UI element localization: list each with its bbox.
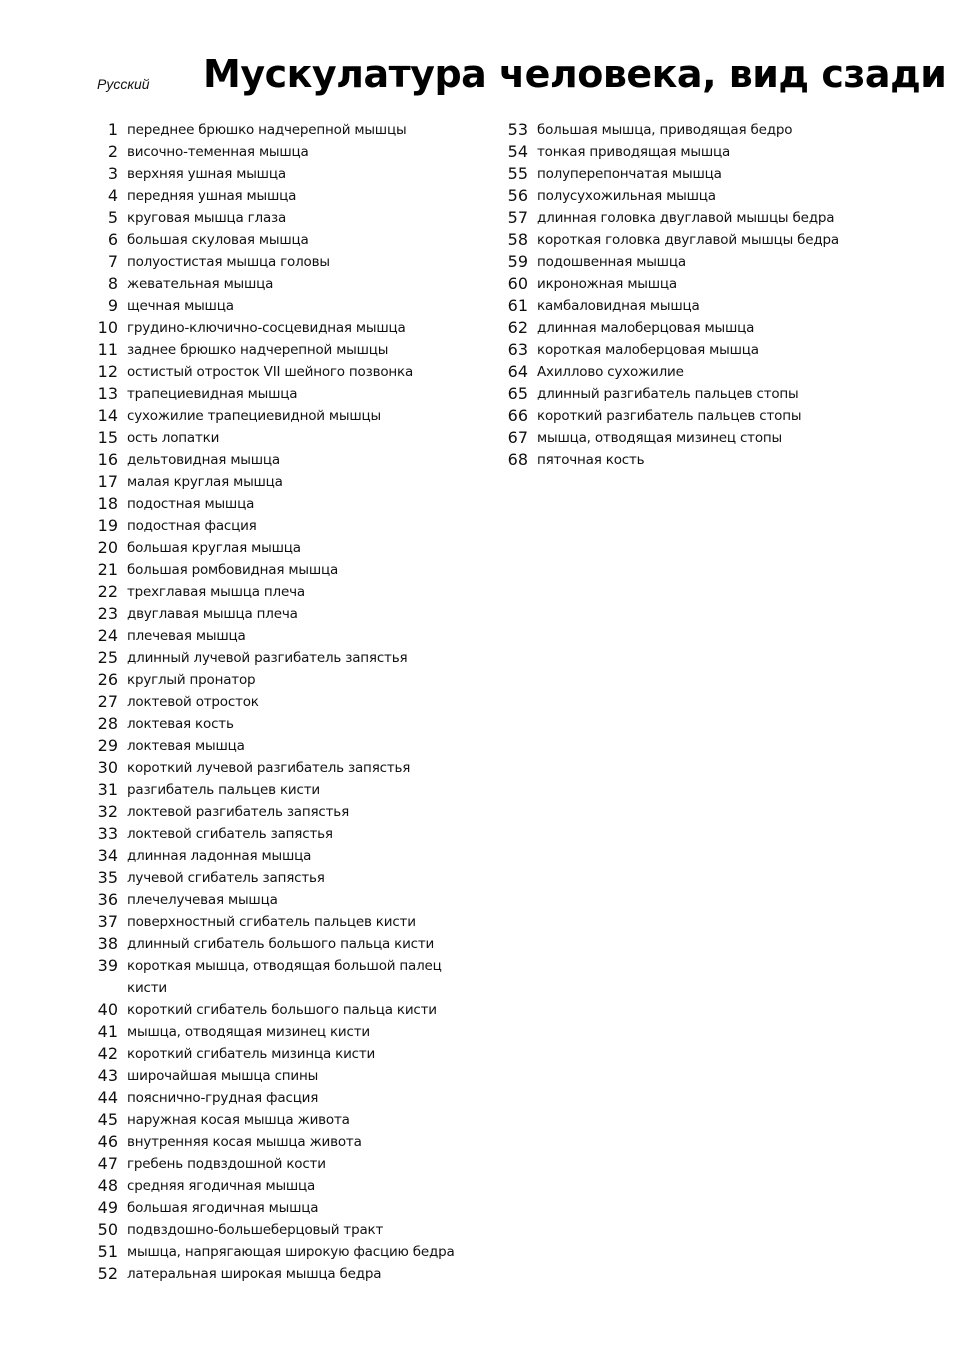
legend-item-number: 23 — [97, 604, 118, 623]
legend-item-number: 6 — [107, 230, 118, 249]
legend-item-label: локтевой разгибатель запястья — [127, 804, 349, 820]
legend-item-number: 21 — [97, 560, 118, 579]
legend-item-number: 39 — [97, 956, 118, 975]
legend-item-number: 42 — [97, 1044, 118, 1063]
legend-item-label: полуостистая мышца головы — [127, 254, 330, 270]
legend-item-number: 55 — [507, 164, 528, 183]
legend-item-label: двуглавая мышца плеча — [127, 606, 298, 622]
legend-item — [90, 647, 490, 669]
legend-item — [500, 273, 920, 295]
legend-item-label: большая мышца, приводящая бедро — [537, 122, 793, 138]
legend-item-number: 3 — [107, 164, 118, 183]
legend-item-number: 62 — [507, 318, 528, 337]
legend-item-label: наружная косая мышца живота — [127, 1112, 350, 1128]
legend-item — [90, 405, 490, 427]
legend-item-label: дельтовидная мышца — [127, 452, 280, 468]
legend-item — [90, 537, 490, 559]
legend-item-label: подостная мышца — [127, 496, 255, 512]
legend-item-number: 65 — [507, 384, 528, 403]
legend-item — [90, 735, 490, 757]
legend-item — [500, 251, 920, 273]
legend-item-label: остистый отросток VII шейного позвонка — [127, 364, 414, 380]
legend-item-number: 40 — [97, 1000, 118, 1019]
legend-item-number: 57 — [507, 208, 528, 227]
legend-item-number: 34 — [97, 846, 118, 865]
legend-item-label: заднее брюшко надчерепной мышцы — [127, 342, 389, 358]
legend-item — [90, 933, 490, 955]
legend-item — [90, 273, 490, 295]
legend-item-number: 24 — [97, 626, 118, 645]
legend-item — [90, 713, 490, 735]
legend-item-label: грудино-ключично-сосцевидная мышца — [127, 320, 406, 336]
legend-item — [90, 823, 490, 845]
legend-item — [500, 229, 920, 251]
legend-item — [90, 669, 490, 691]
legend-item-label: плечевая мышца — [127, 628, 246, 644]
legend-item-label: короткий разгибатель пальцев стопы — [537, 408, 802, 424]
legend-item — [90, 867, 490, 889]
legend-item-label: подвздошно-большеберцовый тракт — [127, 1222, 384, 1238]
legend-item — [90, 339, 490, 361]
legend-item-label: щечная мышца — [127, 298, 234, 314]
legend-item — [90, 1263, 490, 1285]
legend-item-label: сухожилие трапециевидной мышцы — [127, 408, 381, 424]
legend-item — [90, 141, 490, 163]
legend-item-label: тонкая приводящая мышца — [537, 144, 731, 160]
legend-item — [90, 1109, 490, 1131]
legend-item-label: подошвенная мышца — [537, 254, 686, 270]
legend-item — [90, 625, 490, 647]
legend-item-number: 59 — [507, 252, 528, 271]
legend-item — [500, 361, 920, 383]
legend-item-number: 61 — [507, 296, 528, 315]
legend-item-number: 27 — [97, 692, 118, 711]
legend-item-label: короткая головка двуглавой мышцы бедра — [537, 232, 839, 248]
legend-item-label: локтевой отросток — [127, 694, 259, 710]
legend-item-label: ость лопатки — [127, 430, 220, 446]
legend-item — [500, 119, 920, 141]
legend-item-number: 22 — [97, 582, 118, 601]
legend-item — [90, 1087, 490, 1109]
legend-item-number: 68 — [507, 450, 528, 469]
legend-item-number: 12 — [97, 362, 118, 381]
legend-item-label: большая ромбовидная мышца — [127, 562, 339, 578]
legend-item-number: 28 — [97, 714, 118, 733]
legend-item-label: икроножная мышца — [537, 276, 677, 292]
legend-item-label: длинная малоберцовая мышца — [537, 320, 755, 336]
legend-item — [90, 1175, 490, 1197]
legend-item-number: 31 — [97, 780, 118, 799]
legend-item — [500, 405, 920, 427]
legend-item-label: трехглавая мышца плеча — [127, 584, 305, 600]
legend-item — [90, 757, 490, 779]
legend-item-number: 15 — [97, 428, 118, 447]
legend-item-number: 20 — [97, 538, 118, 557]
legend-item — [90, 119, 490, 141]
legend-item-label: передняя ушная мышца — [127, 188, 297, 204]
legend-item — [90, 361, 490, 383]
legend-item-number: 26 — [97, 670, 118, 689]
legend-item-number: 25 — [97, 648, 118, 667]
legend-item-number: 17 — [97, 472, 118, 491]
legend-item-label: большая круглая мышца — [127, 540, 301, 556]
legend-item — [90, 185, 490, 207]
legend-item — [90, 779, 490, 801]
legend-item-label: гребень подвздошной кости — [127, 1156, 326, 1172]
legend-item — [500, 185, 920, 207]
legend-item-number: 49 — [97, 1198, 118, 1217]
legend-item-label: длинный разгибатель пальцев стопы — [537, 386, 799, 402]
legend-item-number: 38 — [97, 934, 118, 953]
legend-item-number: 19 — [97, 516, 118, 535]
legend-item — [90, 1131, 490, 1153]
legend-item-number: 44 — [97, 1088, 118, 1107]
legend-item-number: 46 — [97, 1132, 118, 1151]
legend-item — [90, 163, 490, 185]
legend-item — [90, 383, 490, 405]
legend-item-label: малая круглая мышца — [127, 474, 283, 490]
legend-item-number: 47 — [97, 1154, 118, 1173]
legend-item — [90, 515, 490, 537]
legend-list-left — [90, 119, 490, 1285]
legend-item — [90, 1021, 490, 1043]
legend-item-label: короткая малоберцовая мышца — [537, 342, 759, 358]
legend-item — [90, 1219, 490, 1241]
legend-item-number: 8 — [107, 274, 118, 293]
legend-item — [500, 339, 920, 361]
legend-item-number: 11 — [97, 340, 118, 359]
legend-item — [90, 449, 490, 471]
legend-item — [90, 427, 490, 449]
legend-item-label: короткая мышца, отводящая большой палец кисти — [127, 958, 442, 996]
legend-item-label: плечелучевая мышца — [127, 892, 278, 908]
legend-item-label: полуперепончатая мышца — [537, 166, 722, 182]
legend-item-number: 10 — [97, 318, 118, 337]
legend-item-number: 43 — [97, 1066, 118, 1085]
legend-item-number: 66 — [507, 406, 528, 425]
legend-item-number: 58 — [507, 230, 528, 249]
legend-item-number: 33 — [97, 824, 118, 843]
legend-item — [90, 581, 490, 603]
legend-item-number: 54 — [507, 142, 528, 161]
legend-item-label: локтевой сгибатель запястья — [127, 826, 333, 842]
legend-item-number: 53 — [507, 120, 528, 139]
legend-item-label: латеральная широкая мышца бедра — [127, 1266, 382, 1282]
legend-item-label: локтевая кость — [127, 716, 234, 732]
legend-item-number: 56 — [507, 186, 528, 205]
legend-item — [90, 691, 490, 713]
legend-item-label: височно-теменная мышца — [127, 144, 309, 160]
legend-item-number: 64 — [507, 362, 528, 381]
legend-item-label: поверхностный сгибатель пальцев кисти — [127, 914, 416, 930]
legend-item — [90, 603, 490, 625]
legend-item-label: камбаловидная мышца — [537, 298, 700, 314]
legend-item-label: Ахиллово сухожилие — [537, 364, 684, 380]
language-label: Русский — [97, 76, 150, 92]
legend-item-number: 52 — [97, 1264, 118, 1283]
legend-item — [90, 1241, 490, 1263]
legend-item-number: 13 — [97, 384, 118, 403]
legend-item-label: внутренняя косая мышца живота — [127, 1134, 362, 1150]
legend-item — [500, 427, 920, 449]
legend-item — [90, 845, 490, 867]
legend-item — [90, 559, 490, 581]
legend-item — [500, 295, 920, 317]
legend-item-number: 30 — [97, 758, 118, 777]
legend-item-label: длинный сгибатель большого пальца кисти — [127, 936, 435, 952]
legend-item-label: короткий лучевой разгибатель запястья — [127, 760, 411, 776]
legend-item — [90, 1065, 490, 1087]
legend-item-label: круглый пронатор — [127, 672, 256, 688]
legend-item-label: большая ягодичная мышца — [127, 1200, 319, 1216]
legend-item — [90, 1153, 490, 1175]
legend-item-label: круговая мышца глаза — [127, 210, 287, 226]
legend-item-label: большая скуловая мышца — [127, 232, 309, 248]
legend-item — [90, 207, 490, 229]
legend-item-label: длинный лучевой разгибатель запястья — [127, 650, 408, 666]
legend-item-number: 41 — [97, 1022, 118, 1041]
legend-item-number: 67 — [507, 428, 528, 447]
legend-item-number: 29 — [97, 736, 118, 755]
legend-item-number: 32 — [97, 802, 118, 821]
legend-item — [90, 1197, 490, 1219]
legend-item-label: длинная головка двуглавой мышцы бедра — [537, 210, 835, 226]
legend-list-right — [500, 119, 920, 471]
legend-item-number: 45 — [97, 1110, 118, 1129]
legend-item-number: 60 — [507, 274, 528, 293]
legend-item — [90, 317, 490, 339]
legend-item — [500, 163, 920, 185]
legend-item-number: 9 — [107, 296, 118, 315]
legend-item-number: 5 — [107, 208, 118, 227]
page-title: Мускулатура человека, вид сзади — [203, 52, 947, 96]
legend-item-number: 50 — [97, 1220, 118, 1239]
legend-item-label: верхняя ушная мышца — [127, 166, 286, 182]
legend-item-label: пояснично-грудная фасция — [127, 1090, 319, 1106]
legend-item — [90, 889, 490, 911]
legend-item — [500, 317, 920, 339]
legend-item — [90, 295, 490, 317]
legend-item-label: локтевая мышца — [127, 738, 245, 754]
legend-item-label: трапециевидная мышца — [127, 386, 298, 402]
legend-item-number: 35 — [97, 868, 118, 887]
legend-item — [90, 471, 490, 493]
legend-item-label: мышца, отводящая мизинец кисти — [127, 1024, 370, 1040]
legend-item-number: 2 — [107, 142, 118, 161]
legend-item — [500, 207, 920, 229]
legend-item-label: короткий сгибатель большого пальца кисти — [127, 1002, 437, 1018]
legend-item-label: мышца, отводящая мизинец стопы — [537, 430, 782, 446]
legend-item — [90, 911, 490, 933]
legend-item-label: средняя ягодичная мышца — [127, 1178, 316, 1194]
legend-item-number: 7 — [107, 252, 118, 271]
legend-item-label: широчайшая мышца спины — [127, 1068, 319, 1084]
legend-item — [90, 1043, 490, 1065]
legend-item-number: 51 — [97, 1242, 118, 1261]
legend-item — [90, 955, 490, 999]
legend-item — [500, 449, 920, 471]
legend-item-label: пяточная кость — [537, 452, 645, 468]
legend-item-number: 16 — [97, 450, 118, 469]
legend-item-label: мышца, напрягающая широкую фасцию бедра — [127, 1244, 455, 1260]
legend-item-label: разгибатель пальцев кисти — [127, 782, 320, 798]
legend-item-number: 37 — [97, 912, 118, 931]
legend-item-number: 1 — [107, 120, 118, 139]
legend-item — [500, 383, 920, 405]
legend-item-number: 48 — [97, 1176, 118, 1195]
legend-item — [90, 493, 490, 515]
legend-item-label: жевательная мышца — [127, 276, 274, 292]
legend-item-number: 14 — [97, 406, 118, 425]
legend-item-label: лучевой сгибатель запястья — [127, 870, 325, 886]
legend-item-label: полусухожильная мышца — [537, 188, 716, 204]
legend-item — [90, 999, 490, 1021]
legend-item-number: 4 — [107, 186, 118, 205]
legend-item — [500, 141, 920, 163]
legend-item — [90, 801, 490, 823]
legend-item-label: короткий сгибатель мизинца кисти — [127, 1046, 376, 1062]
legend-item-number: 36 — [97, 890, 118, 909]
legend-item — [90, 251, 490, 273]
legend-item-label: длинная ладонная мышца — [127, 848, 312, 864]
legend-item-number: 63 — [507, 340, 528, 359]
legend-item-label: переднее брюшко надчерепной мышцы — [127, 122, 407, 138]
legend-item — [90, 229, 490, 251]
legend-item-number: 18 — [97, 494, 118, 513]
legend-item-label: подостная фасция — [127, 518, 257, 534]
